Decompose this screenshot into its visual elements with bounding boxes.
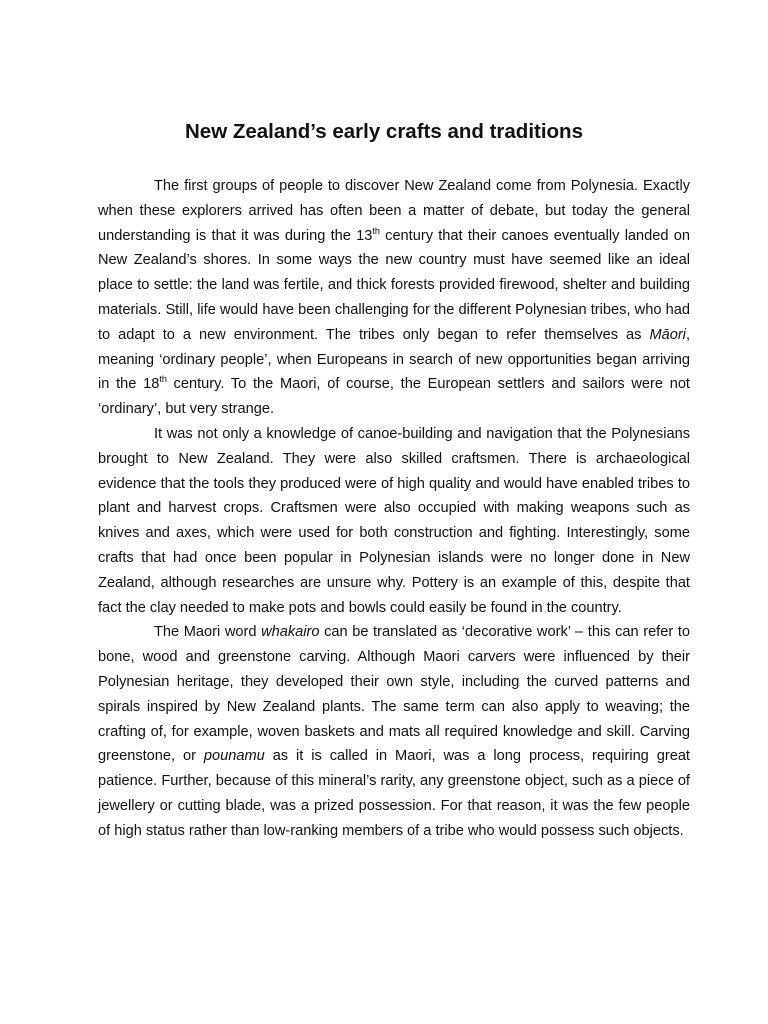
text-segment: The first groups of people to discover New Zealand come from Polynesia. Exactly when these explorers arrived has often been a matter of debate, but today the general understanding is that it was during the 13 — [98, 178, 690, 244]
text-segment: century that their canoes eventually landed on New Zealand’s shores. In some ways the new country must have seemed like an ideal place to settle: the land was fertile, and thick forests provided firewood, shelter and building materials. Still, life would have been challenging for the different Polynesian tribes, who had to adapt to a new environment. The tribes only began to refer themselves as — [98, 227, 690, 343]
superscript: th — [372, 225, 380, 236]
paragraph-1 — [98, 174, 690, 422]
text-segment: century. To the Maori, of course, the European settlers and sailors were not ‘ordinary’, but very strange. — [98, 376, 690, 418]
text-segment: as it is called in Maori, was a long process, requiring great patience. Further, because of this mineral’s rarity, any greenstone object, such as a piece of jewellery or cutting blade, was a prized possession. For that reason, it was the few people of high status rather than low-ranking members of a tribe who would possess such objects. — [98, 748, 690, 839]
body-text — [98, 174, 690, 844]
text-segment: It was not only a knowledge of canoe-building and navigation that the Polynesians brought to New Zealand. They were also skilled craftsmen. There is archaeological evidence that the tools they produced were of high quality and would have enabled tribes to plant and harvest crops. Craftsmen were also occupied with making weapons such as knives and axes, which were used for both construction and fighting. Interestingly, some crafts that had once been popular in Polynesian islands were no longer done in New Zealand, although researches are unsure why. Pottery is an example of this, despite that fact the clay needed to make pots and bowls could easily be found in the country. — [98, 425, 690, 616]
paragraph-2 — [98, 422, 690, 620]
text-segment: The Maori word — [154, 624, 262, 641]
superscript: th — [159, 374, 167, 385]
text-segment: can be translated as ‘decorative work’ – this can refer to bone, wood and greenstone carving. Although Maori carvers were influenced by their Polynesian heritage, they developed their own style, including the curved patterns and spirals inspired by New Zealand plants. The same term can also apply to weaving; the crafting of, for example, woven baskets and mats all required knowledge and skill. Carving greenstone, or — [98, 624, 690, 765]
page-title: New Zealand’s early crafts and traditions — [185, 120, 583, 143]
italic-term: whakairo — [261, 624, 320, 641]
paragraph-3 — [98, 620, 690, 843]
italic-term: pounamu — [203, 748, 265, 765]
italic-term: Māori — [649, 326, 686, 343]
text-segment: , meaning ‘ordinary people’, when Europeans in search of new opportunities began arriving in the 18 — [98, 326, 690, 393]
